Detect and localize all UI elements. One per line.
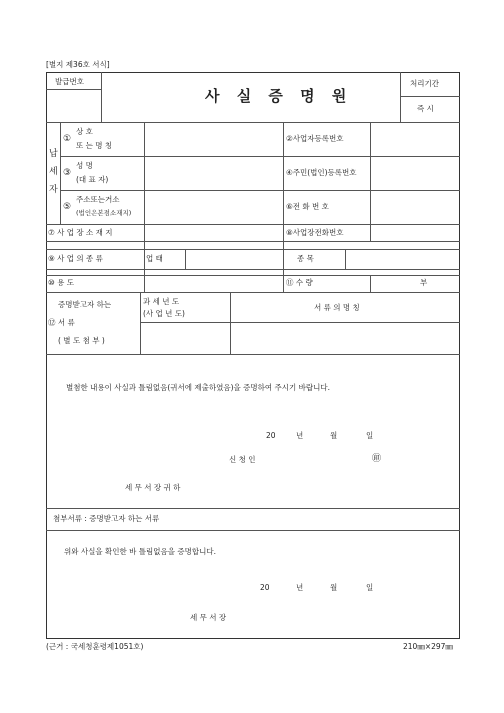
business-type-label: 업 태 — [146, 254, 163, 263]
applicant-signature-label: 신 청 인 — [229, 455, 256, 464]
divider — [370, 122, 371, 224]
divider — [60, 190, 460, 191]
divider — [60, 156, 460, 157]
request-date-year-label: 년 — [296, 431, 304, 440]
quantity-label: ⑪ 수 량 — [286, 278, 313, 287]
processing-period-value: 즉 시 — [417, 104, 434, 113]
legal-basis-note: (근거 : 국세청훈령제1051호) — [46, 642, 144, 651]
divider — [283, 224, 284, 292]
document-name-label: 서 류 의 명 칭 — [314, 303, 360, 312]
taxpayer-label-1: 납 — [49, 149, 58, 159]
field-number-1: ① — [63, 134, 72, 144]
quantity-unit: 부 — [420, 278, 428, 287]
request-date-day-label: 일 — [366, 431, 374, 440]
business-item-label: 종 목 — [297, 254, 314, 263]
documents-label-3: ( 별 도 첨 부 ) — [58, 336, 105, 345]
divider — [140, 292, 141, 354]
certify-date-year-label: 년 — [296, 583, 304, 592]
divider — [370, 224, 371, 241]
address-label: 주소또는거소 — [76, 195, 120, 204]
document-title: 사 실 증 명 원 — [205, 87, 353, 105]
taxpayer-label-2: 세 — [49, 167, 58, 177]
divider — [46, 89, 101, 90]
documents-label-2: ⑫ 서 류 — [48, 318, 75, 327]
form-number: [별지 제36호 서식] — [46, 60, 110, 69]
business-location-label: ⑦ 사 업 장 소 재 지 — [48, 228, 113, 237]
addressee-text: 세 무 서 장 귀 하 — [125, 483, 181, 492]
documents-label-1: 증명받고자 하는 — [58, 300, 112, 309]
divider — [400, 72, 401, 122]
divider — [46, 354, 460, 355]
business-kind-label: ⑨ 사 업 의 종 류 — [48, 254, 103, 263]
divider — [370, 275, 371, 292]
certify-date-century: 20 — [260, 583, 270, 592]
divider — [46, 508, 460, 509]
name-label: 성 명 — [76, 161, 93, 170]
address-sublabel: (법인은본점소재지) — [76, 209, 132, 217]
divider — [140, 322, 460, 323]
taxpayer-label-3: 자 — [49, 185, 58, 195]
request-text: 별첨한 내용이 사실과 틀림없음(귀서에 제출하였음)을 증명하여 주시기 바랍니다. — [66, 383, 331, 392]
divider — [283, 122, 284, 224]
certification-text: 위와 사실을 확인한 바 틀림없음을 증명합니다. — [64, 547, 216, 556]
trade-name-sublabel: 또 는 명 칭 — [76, 141, 113, 150]
issue-number-label: 발급번호 — [55, 77, 84, 86]
certify-date-day-label: 일 — [366, 583, 374, 592]
processing-period-label: 처리기간 — [410, 79, 439, 88]
divider — [46, 275, 460, 276]
business-registration-number-label: ②사업자등록번호 — [286, 134, 344, 143]
divider — [46, 292, 460, 293]
divider — [144, 224, 145, 292]
divider — [46, 241, 460, 242]
divider — [46, 122, 460, 123]
attachments-text: 첨부서류 : 증명받고자 하는 서류 — [53, 514, 160, 523]
field-number-5: ⑤ — [63, 202, 72, 212]
divider — [345, 249, 346, 269]
certify-date-month-label: 월 — [330, 583, 338, 592]
divider — [46, 269, 460, 270]
phone-number-label: ⑥전 화 번 호 — [286, 202, 329, 211]
field-number-3: ③ — [63, 168, 72, 178]
divider — [230, 292, 231, 354]
divider — [185, 249, 186, 269]
request-date-month-label: 월 — [330, 431, 338, 440]
divider — [400, 96, 460, 97]
divider — [60, 122, 61, 224]
paper-size-note: 210㎜×297㎜ — [403, 642, 453, 651]
tax-year-label: 과 세 년 도 — [143, 297, 180, 306]
request-date-century: 20 — [266, 431, 276, 440]
divider — [144, 122, 145, 224]
resident-registration-number-label: ④주민(법인)등록번호 — [286, 168, 357, 177]
divider — [101, 72, 102, 122]
trade-name-label: 상 호 — [76, 127, 93, 136]
business-year-label: (사 업 년 도) — [143, 309, 185, 318]
divider — [46, 249, 460, 250]
divider — [46, 224, 460, 225]
seal-mark: ㊞ — [372, 454, 382, 464]
representative-sublabel: (대 표 자) — [76, 175, 109, 184]
purpose-label: ⑩ 용 도 — [48, 278, 74, 287]
divider — [46, 530, 460, 531]
tax-office-head-label: 세 무 서 장 — [190, 613, 227, 622]
business-phone-label: ⑧사업장전화번호 — [286, 228, 344, 237]
